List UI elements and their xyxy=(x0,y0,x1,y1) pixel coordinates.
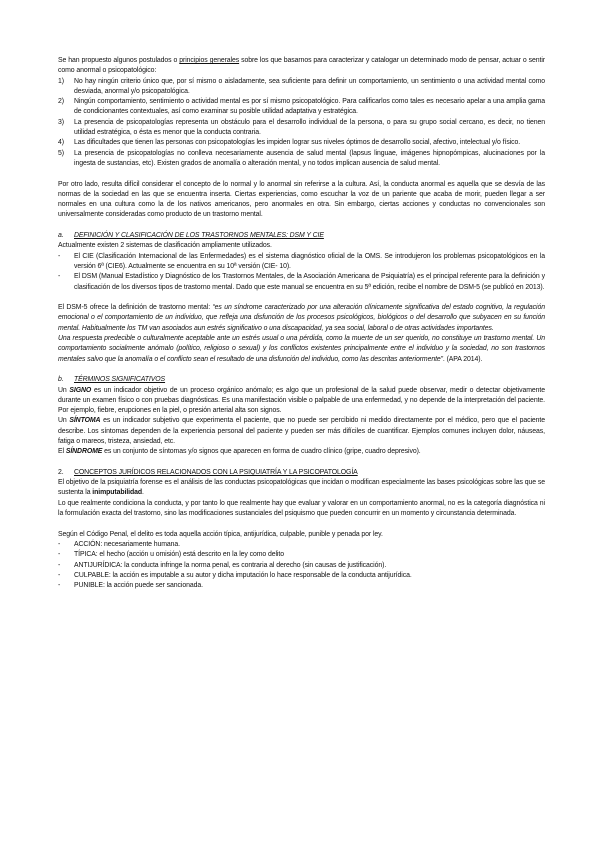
delito-element-term: ACCIÓN xyxy=(74,540,101,548)
intro-paragraph xyxy=(58,56,545,77)
section-2-number: 2. xyxy=(58,468,64,476)
principle-item xyxy=(58,77,545,98)
classification-item xyxy=(58,252,545,273)
delito-element-item xyxy=(58,571,545,581)
delito-element-term: PUNIBLE xyxy=(74,582,103,590)
delito-element-text: : la acción puede ser sancionada. xyxy=(102,582,203,590)
sintoma-text: es un indicador subjetivo que experimenta el paciente, que no puede ser percibido ni medido directamente por el médico, pero que el paciente describe. Los síntomas dependen de la experiencia personal del paciente y pueden ser más difíciles de cuantificar. Ejemplos comunes incluyen dolor, náuseas, fatiga o mareos, tristeza, ansiedad, etc. xyxy=(58,417,546,445)
delito-paragraph: Según el Código Penal, el delito es toda aquella acción típica, antijurídica, culpable, punible y penada por ley. xyxy=(58,530,383,538)
dsm-definition-quote-2: Una respuesta predecible o culturalmente aceptable ante un estrés usual o una pérdida, como la muerte de un ser querido, no constituye un trastorno mental. Un comportamiento socialmente anómalo (político, religioso o sexual) y los conflictos existentes principalmente entre el individuo y la sociedad, no son trastornos mentales salvo que la anomalía o el conflicto sean el resultado de una disfunción del individuo, como las descritas anteriormente” xyxy=(58,335,545,363)
principle-number: 2) xyxy=(58,98,64,106)
sintoma-term: SÍNTOMA xyxy=(69,417,101,425)
forensic-text: El objetivo de la psiquiatría forense es el análisis de las conductas psicopatológicas que incidan o modifican especialmente las bases psicológicas sobre las que se sustenta la xyxy=(58,479,545,497)
delito-element-term: CULPABLE xyxy=(74,571,109,579)
principle-number: 1) xyxy=(58,77,64,85)
section-a-title: DEFINICIÓN Y CLASIFICACIÓN DE LOS TRASTORNOS MENTALES: DSM Y CIE xyxy=(74,232,324,240)
principle-text: Ningún comportamiento, sentimiento o actividad mental es por sí mismo psicopatológico. Para calificarlos como tales es necesario apelar a una amplia gama de condicionantes contextuales, así como examinar su posible utilidad adaptativa y estratégica. xyxy=(74,98,545,116)
principle-number: 5) xyxy=(58,149,64,157)
delito-element-body xyxy=(74,571,545,581)
inimputabilidad-term: inimputabilidad xyxy=(92,489,142,497)
delito-element-text: : el hecho (acción u omisión) está descrito en la ley como delito xyxy=(95,551,284,559)
delito-element-body xyxy=(74,550,545,560)
delito-element-body xyxy=(74,561,545,571)
principle-item xyxy=(58,138,545,148)
dsm-definition-paragraph xyxy=(58,303,545,334)
section-b-number: b. xyxy=(58,376,64,384)
classification-text: El DSM (Manual Estadístico y Diagnóstico de los Trastornos Mentales, de la Asociación Americana de Psiquiatría) es el principal referente para la definición y clasificación de los diversos tipos de trastorno mental. Dado que este manual se encuentra en su 5ª edición, recibe el nombre de DSM-5 (se publicó en 2013). xyxy=(74,273,545,291)
intro-text-end: sobre los que basarnos para caracterizar y catalogar un determinado modo de pensar, actuar o sentir como anormal o psicopatológico: xyxy=(58,57,546,75)
list-dash: - xyxy=(58,540,61,548)
principle-text: No hay ningún criterio único que, por sí mismo o aisladamente, sea suficiente para definir un comportamiento, un sentimiento o una actividad mental como desviada, anormal y/o psicopatológica. xyxy=(74,77,545,95)
delito-element-body xyxy=(74,540,545,550)
delito-element-item xyxy=(58,581,545,591)
delito-element-text: : necesariamente humana. xyxy=(100,540,180,548)
principle-number: 3) xyxy=(58,118,64,126)
principle-number: 4) xyxy=(58,139,64,147)
section-a-number: a. xyxy=(58,232,64,240)
forensic-paragraph xyxy=(58,478,545,499)
section-a-intro: Actualmente existen 2 sistemas de clasificación ampliamente utilizados. xyxy=(58,242,272,250)
sintoma-paragraph xyxy=(58,416,545,447)
delito-element-item xyxy=(58,561,545,571)
classification-list xyxy=(58,252,545,293)
signo-paragraph xyxy=(58,386,545,417)
list-dash: - xyxy=(58,582,61,590)
delito-element-body xyxy=(74,581,545,591)
section-a-heading xyxy=(58,231,545,241)
signo-term: SIGNO xyxy=(69,386,92,394)
section-b-heading xyxy=(58,375,545,385)
list-dash: - xyxy=(58,551,61,559)
sindrome-paragraph xyxy=(58,447,545,457)
delito-element-text: : la acción es imputable a su autor y dicha imputación lo hace responsable de la conducta antijurídica. xyxy=(108,571,412,579)
culture-paragraph: Por otro lado, resulta difícil considerar el concepto de lo normal y lo anormal sin referirse a la cultura. Así, la conducta anormal es aquella que se desvía de las normas de la sociedad en las que se encuentra inserta. Ciertas experiencias, como escuchar la voz de un pariente que acaba de morir, pueden llegar a ser normales en una cultura como la de los nativos americanos, pero anormales en otra. Sin embargo, ciertas acciones y conductas no convencionales son universalmente consideradas como producto de un trastorno mental. xyxy=(58,180,545,219)
intro-text: Se han propuesto algunos postulados o xyxy=(58,57,180,64)
dsm-definition-lead: El DSM-5 ofrece la definición de trastorno mental: xyxy=(58,304,213,312)
signo-prefix: Un xyxy=(58,386,70,394)
principle-text: La presencia de psicopatologías representa un obstáculo para el desarrollo individual de la persona, o para su grupo social cercano, es decir, no tienen utilidad estratégica, o ésta es menor que la conducta contraria. xyxy=(74,118,545,137)
sindrome-text: es un conjunto de síntomas y/o signos que aparecen en forma de cuadro clínico (gripe, cuadro depresivo). xyxy=(102,448,421,456)
classification-text: El CIE (Clasificación Internacional de las Enfermedades) es el sistema diagnóstico oficial de la OMS. Se introdujeron los problemas psicopatológicos en la versión 6ª (CIE6). Actualmente se encuentra en su 10ª versión (CIE- 10). xyxy=(74,252,545,270)
principle-item xyxy=(58,97,545,118)
delito-element-term: ANTIJURÍDICA xyxy=(74,561,121,569)
principle-text: La presencia de psicopatologías no conlleva necesariamente ausencia de salud mental (lapsus linguae, imágenes hipnopómpicas, alucinaciones por la ingesta de sustancias, etc). Existen grados de anomalía o alteración mental, y no todos implican ausencia de salud mental. xyxy=(74,149,545,167)
dsm-definition-paragraph-2 xyxy=(58,334,545,365)
delito-elements-list xyxy=(58,540,545,591)
section-2-heading xyxy=(58,468,545,478)
principios-generales-link: principios generales xyxy=(179,57,240,64)
list-dash: - xyxy=(58,252,61,260)
conduct-paragraph: Lo que realmente condiciona la conducta, y por tanto lo que realmente hay que evaluar y valorar en un comportamiento anormal, no es la categoría diagnóstica ni la formulación exacta del trastorno, sino las modificaciones sustanciales del psiquismo que pueden concurrir en un momento y circunstancia determinada. xyxy=(58,499,545,518)
list-dash: - xyxy=(58,561,61,569)
dsm-definition-quote: “es un síndrome caracterizado por una alteración clínicamente significativa del estado cognitivo, la regulación emocional o el comportamiento de un individuo, que refleja una disfunción de los procesos psicológicos, biológicos o del desarrollo que subyacen en su función mental. Habitualmente los TM van asociados aun estrés significativo o una discapacidad, ya sea social, laboral o de otras actividades importantes. xyxy=(58,304,545,332)
section-2-title: CONCEPTOS JURÍDICOS RELACIONADOS CON LA PSIQUIATRÍA Y LA PSICOPATOLOGÍA xyxy=(74,468,358,476)
delito-element-term: TÍPICA xyxy=(74,551,96,559)
delito-element-text: : la conducta infringe la norma penal, es contraria al derecho (sin causas de justificación). xyxy=(120,561,387,569)
delito-element-item xyxy=(58,540,545,550)
list-dash: - xyxy=(58,571,61,579)
signo-text: es un indicador objetivo de un proceso orgánico anómalo; es algo que un profesional de la salud puede observar, medir o detectar objetivamente durante un examen físico o con pruebas diagnósticas. Es una manifestación visible o palpable de una enfermedad, y no depende de la interpretación del paciente. Por ejemplo, fiebre, erupciones en la piel, o presión arterial alta son signos. xyxy=(58,386,545,415)
sindrome-term: SÍNDROME xyxy=(65,448,103,456)
classification-item xyxy=(58,272,545,293)
delito-element-item xyxy=(58,550,545,560)
list-dash: - xyxy=(58,273,61,281)
forensic-text-end: . xyxy=(142,489,144,497)
section-b-title: TÉRMINOS SIGNIFICATIVOS xyxy=(74,376,166,384)
principle-text: Las dificultades que tienen las personas con psicopatologías les impiden lograr sus niveles óptimos de desarrollo social, afectivo, intelectual y/o físico. xyxy=(74,139,521,147)
sintoma-prefix: Un xyxy=(58,417,70,425)
principle-item xyxy=(58,149,545,170)
principles-list xyxy=(58,77,545,170)
dsm-citation: . (APA 2014). xyxy=(442,355,483,363)
principle-item xyxy=(58,118,545,139)
sindrome-prefix: El xyxy=(58,448,66,456)
